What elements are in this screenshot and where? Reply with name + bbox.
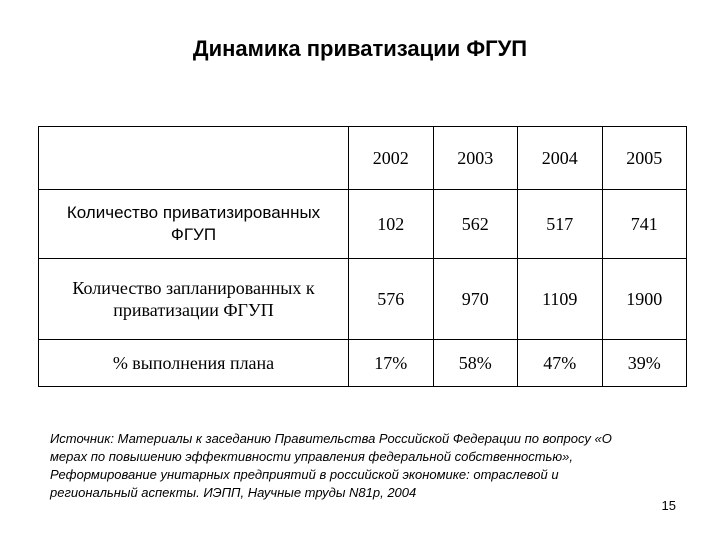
row-label-line2: ФГУП — [170, 225, 217, 244]
cell-value: 970 — [433, 259, 518, 340]
cell-value: 562 — [433, 190, 518, 259]
cell-value: 517 — [518, 190, 603, 259]
cell-value: 576 — [349, 259, 434, 340]
source-line: Источник: Материалы к заседанию Правительства Российской Федерации по вопросу «О — [50, 431, 612, 446]
table-row-privatized — [39, 190, 687, 259]
cell-value: 741 — [602, 190, 687, 259]
row-label-planned — [39, 259, 349, 340]
cell-value: 58% — [433, 340, 518, 387]
source-line: региональный аспекты. ИЭПП, Научные труды N81р, 2004 — [50, 485, 417, 500]
slide-title: Динамика приватизации ФГУП — [192, 36, 528, 61]
row-label-line1: Количество приватизированных — [66, 203, 321, 222]
source-note — [50, 430, 680, 502]
row-label-line2: приватизации ФГУП — [113, 300, 274, 320]
privatization-table — [38, 126, 687, 387]
cell-value: 1900 — [602, 259, 687, 340]
table-row-planned — [39, 259, 687, 340]
header-year-2005: 2005 — [602, 127, 687, 190]
row-label-privatized — [39, 190, 349, 259]
row-label-line1: Количество запланированных к — [72, 278, 315, 298]
source-line: Реформирование унитарных предприятий в российской экономике: отраслевой и — [50, 467, 559, 482]
cell-value: 102 — [349, 190, 434, 259]
page-number: 15 — [661, 498, 676, 513]
header-year-2004: 2004 — [518, 127, 603, 190]
header-year-2003: 2003 — [433, 127, 518, 190]
header-empty-cell — [39, 127, 349, 190]
row-label-plan-percent: % выполнения плана — [39, 340, 349, 387]
table-header-row — [39, 127, 687, 190]
table-row-plan-percent — [39, 340, 687, 387]
cell-value: 1109 — [518, 259, 603, 340]
cell-value: 47% — [518, 340, 603, 387]
header-year-2002: 2002 — [349, 127, 434, 190]
source-line: мерах по повышению эффективности управления федеральной собственностью», — [50, 449, 574, 464]
cell-value: 17% — [349, 340, 434, 387]
cell-value: 39% — [602, 340, 687, 387]
